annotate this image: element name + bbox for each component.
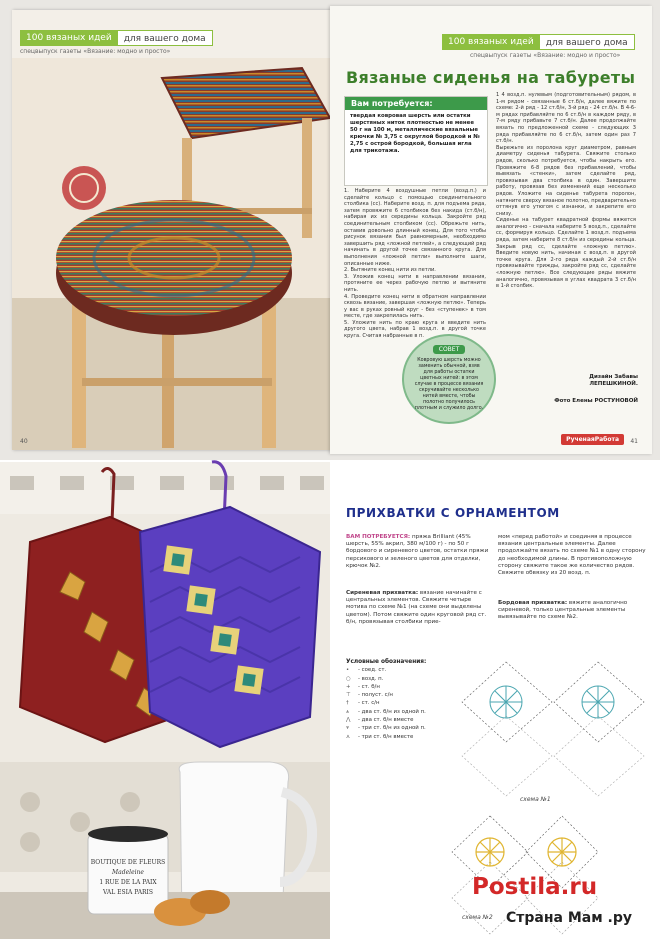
right-page (330, 6, 652, 454)
scheme-1-label: схема №1 (520, 796, 551, 803)
legend-symbol: ⋏ (346, 733, 350, 740)
right-col-text: мом «перед работой» и соединяя в процессе вязания центральные элементы. Далее продолжайте вязать по схеме №1 в одну сторону до необходимой длины. В противоположную сторону свяжите такое же количество рядов. Свяжите обвязку из 20 возд. п. (498, 534, 646, 577)
legend-item (346, 708, 456, 716)
left-page-number: 40 (20, 438, 28, 445)
legend-item (346, 666, 456, 674)
legend-symbol: ○ (346, 675, 351, 682)
photo-credit: Фото Елены РОСТУНОВОЙ (554, 398, 638, 404)
right-header-sub: спецвыпуск газеты «Вязание: модно и просто» (470, 52, 621, 59)
article-title: Вязаные сиденья на табуреты (346, 68, 636, 87)
legend-item (346, 699, 456, 707)
materials-text: твердая ковровая шерсть или остатки шерстяных ниток плотностью не менее 50 г на 100 м, металлические вязальные крючки № 3,75 с округлой бородкой и № 2,75 с острой бородкой, большая игла для трикотажа. (350, 113, 480, 154)
lilac-instructions (346, 590, 492, 626)
instructions-col2: 1 4 возд.п. нулевым (подготовительным) рядом, в 1-м рядом - связанные 6 ст.б/н, далее вяжите по схеме: 2-й ряд - 12 ст.б/н, 3-й ряд - 24 ст.б/н. В 4-6-м рядах прибавляйте по 6 ст.б/н в каждом ряду, в 7-м ряду прибавьте 7 ст.б/н. Далее продолжайте вязать по предложенной схеме - следующих 3 ряда прибавляйте по 6 ст.б/н, затем один раз 7 ст.б/н. Вырежьте из поролона круг диаметром, равным диаметру сиденья табурета. Свяжите столько рядов, сколько потребуется, чтобы накрыть его. Провяжите 6-8 рядов без прибавлений, чтобы вывязать «стенки», затем сделайте ряд, провязывая два столбика в один. Завершите работу, провязав без изменений еще несколько рядов. Уложите на сиденье табурета поролон, натяните сверху вязаное полотно, предварительно оттянув его утюгом с изнанки, и закрепите его снизу. Сиденье на табурет квадратной формы вяжется аналогично - сначала наберите 5 возд.п., сделайте сс, формируя кольцо. Сделайте 1 возд.п. подъема ряда, затем наберите 8 ст.б/н из середины кольца. Закрыв ряд сс, сделайте «ложную петлю». Введите новую нить, начиная с возд.п. в другой точке круга. Для 2-го ряда каждый 2-й ст.б/н провязывайте трижды, закройте ряд сс, сделайте «ложную петлю». Все следующие ряды вяжите аналогично, провязывая в углах квадрата 3 ст.б/н в 1-й столбик. (496, 92, 636, 290)
left-header-white: для вашего дома (118, 30, 213, 46)
watermark-stranamam: Страна Мам .ру (506, 910, 633, 926)
left-header-green: 100 вязаных идей (20, 30, 118, 46)
burgundy-label: Бордовая прихватка: (498, 600, 568, 606)
legend (346, 658, 456, 741)
legend-text: - три ст. б/н вместе (358, 733, 414, 740)
design-credit: Дизайн Забавы ЛЕПЕШКИНОЙ. (589, 374, 638, 387)
potholders-article (330, 462, 660, 939)
svg-text:1 RUE DE LA PAIX: 1 RUE DE LA PAIX (99, 879, 157, 886)
lilac-label: Сиреневая прихватка: (346, 590, 419, 596)
magazine-spread-top (0, 0, 660, 460)
right-header-green: 100 вязаных идей (442, 34, 540, 50)
svg-text:VAL ESIA PARIS: VAL ESIA PARIS (102, 889, 154, 896)
legend-item (346, 724, 456, 732)
scheme-1-diagram (458, 658, 650, 800)
right-header-white: для вашего дома (540, 34, 635, 50)
legend-symbol: ⋀ (346, 717, 351, 724)
potholders-title: ПРИХВАТКИ С ОРНАМЕНТОМ (346, 506, 560, 520)
legend-item (346, 683, 456, 691)
legend-text: - ст. с/н (358, 700, 380, 707)
lilac-text: вязание начинайте с центральных элементов. Свяжите четыре мотива по схеме №1 (на схеме они выделены цветом). Потом свяжите один круговой ряд ст. б/н, провязывая столбики прие- (346, 590, 487, 625)
legend-symbol: † (346, 700, 349, 707)
potholders-illustration (0, 462, 330, 939)
burgundy-text: вяжите аналогично сиреневой, только центральные элементы вывязывайте по схеме №2. (498, 600, 628, 621)
legend-item (346, 691, 456, 699)
legend-item (346, 675, 456, 683)
legend-text: - два ст. б/н из одной п. (358, 708, 426, 715)
materials-title: Вам потребуется: (345, 97, 487, 110)
materials-label: ВАМ ПОТРЕБУЕТСЯ: (346, 534, 411, 540)
legend-text: - ст. б/н (358, 683, 380, 690)
burgundy-instructions (498, 600, 646, 622)
materials-desc: пряжа Brilliant (45% шерсть, 55% акрил, 380 м/100 г) - по 50 г бордового и сиреневого цветов, остатки пряжи персикового и зеленого цветов для отделки, крючок №2. (346, 534, 489, 569)
materials-box (344, 96, 488, 186)
round-seat (56, 200, 292, 316)
purple-potholder (140, 507, 320, 747)
left-page (12, 10, 330, 450)
right-page-number: 41 (630, 438, 638, 445)
legend-text: - три ст. б/н из одной п. (358, 725, 426, 732)
advice-text: Ковровую шерсть можно заменить обычной, взяв для работы остатки цветных нитей: в этом случае в процессе вязания скручивайте несколько нитей вместе, чтобы полотно получилось плотным и служило долго. (414, 358, 484, 411)
watermark-postila: Postila.ru (472, 874, 598, 900)
instructions-col1: 1. Наберите 4 воздушные петли (возд.п.) и сделайте кольцо с помощью соединительного столбика (сс). Наберите возд. п. для подъема ряда, затем провяжите 6 столбиков без накида (ст.б/н), набирая их из середины кольца. Закройте ряд соединительным столбиком (сс). Обрежьте нить, оставив довольно длинный конец. Для того чтобы рисунок вязания был равномерным, необходимо завершить ряд «ложной петлей», а следующий ряд начинать в другой точке связанного круга. Для выполнения «ложной петли» выполните шаги, описанные ниже. 2. Вытяните конец нити из петли. 3. Уложив конец нити в направлении вязания, протяните ее через рабочую петлю и вытяните нить. 4. Проведите конец нити в обратном направлении сквозь вязание, завершая «ложную петлю». Теперь у вас в руках ровный круг - без «ступенек» в том месте, где закрепилась нить. 5. Уложите нить по краю круга и введите нить другого цвета, набрав 1 возд.п. в другой точке круга. Считая набранные в п. (344, 188, 486, 340)
legend-symbol: + (346, 683, 351, 690)
cup-text: BOUTIQUE DE FLEURS (90, 859, 166, 866)
legend-text: - возд. п. (358, 675, 384, 682)
legend-symbol: ⩛ (346, 725, 350, 732)
magazine-logo: РученаяРабота (561, 434, 624, 445)
left-header-sub: спецвыпуск газеты «Вязание: модно и просто» (20, 48, 171, 55)
legend-symbol: ⊤ (346, 692, 351, 699)
legend-symbol: • (346, 667, 350, 674)
potholders-photo (0, 462, 330, 939)
legend-item (346, 733, 456, 741)
right-header (442, 34, 635, 50)
stool-photo (12, 58, 330, 450)
legend-text: - два ст. б/н вместе (358, 717, 414, 724)
potholders-materials (346, 534, 492, 570)
scheme-2-label: схема №2 (462, 914, 493, 921)
legend-symbol: ⩚ (346, 708, 350, 715)
svg-text:Madeleine: Madeleine (112, 869, 144, 876)
right-column-text (498, 534, 646, 577)
ornament (62, 166, 106, 210)
advice-bubble (402, 334, 496, 424)
advice-title: СОВЕТ (433, 345, 465, 354)
left-header (20, 30, 213, 46)
legend-title: Условные обозначения: (346, 659, 427, 665)
legend-text: - полуст. с/н (358, 692, 393, 699)
legend-item (346, 716, 456, 724)
legend-text: - соед. ст. (358, 667, 387, 674)
